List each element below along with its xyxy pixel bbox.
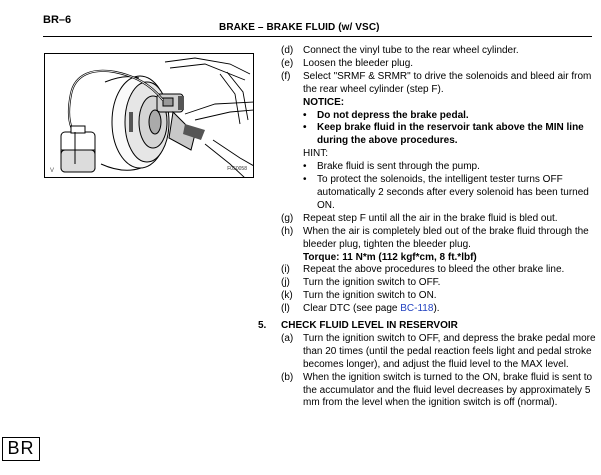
- notice-heading: NOTICE:: [303, 96, 345, 108]
- step-l: (l) Clear DTC (see page BC-118).: [281, 303, 440, 315]
- section-number: 5.: [258, 320, 267, 332]
- step-f: [262, 71, 597, 97]
- step-i: [262, 264, 597, 277]
- step-text: When the ignition switch is turned to the ON, brake fluid is sent to the accumulator and the fluid level decreases by approximately 5 mm from the level when the ignition switch is off (normal).: [303, 371, 593, 409]
- illustration-drawing: [45, 54, 254, 178]
- step-text: Select "SRMF & SRMR" to drive the solenoids and bleed air from the rear wheel cylinder (step F).: [303, 70, 592, 95]
- procedure-text: [258, 45, 597, 410]
- step-d: [262, 45, 597, 58]
- step-label: (a): [281, 332, 294, 344]
- figure-code: F050058: [227, 166, 247, 172]
- notice-item: • Keep brake fluid in the reservoir tank above the MIN line during the above procedures.: [303, 122, 584, 147]
- step-5b: [262, 372, 597, 411]
- step-label: (i): [281, 264, 290, 276]
- step-label: (l): [281, 303, 290, 315]
- step-text: Turn the ignition switch to OFF.: [303, 277, 441, 289]
- page-link-bc-118[interactable]: BC-118: [400, 303, 434, 315]
- step-text: Loosen the bleeder plug.: [303, 57, 414, 69]
- step-text: Turn the ignition switch to ON.: [303, 290, 437, 302]
- step-5a: [262, 333, 597, 372]
- header-divider: [43, 36, 592, 37]
- step-label: (j): [281, 277, 290, 289]
- step-label: (g): [281, 212, 294, 224]
- hint-heading: HINT:: [303, 148, 328, 160]
- page-number: BR–6: [43, 14, 72, 26]
- step-label: (h): [281, 225, 294, 237]
- step-label: (f): [281, 70, 291, 82]
- page-title: BRAKE – BRAKE FLUID (w/ VSC): [219, 22, 380, 33]
- section-tab-br: BR: [2, 437, 40, 461]
- step-text: Turn the ignition switch to OFF, and depress the brake pedal more than 20 times (until the pedal reaction feels light and pedal stroke becomes longer), and adjust the fluid level to the MAX level.: [303, 332, 596, 370]
- step-label: (b): [281, 371, 294, 383]
- section-5-heading: 5. CHECK FLUID LEVEL IN RESERVOIR: [258, 320, 458, 332]
- step-label: (d): [281, 45, 294, 56]
- step-text: Connect the vinyl tube to the rear wheel cylinder.: [303, 45, 519, 56]
- step-text: When the air is completely bled out of the brake fluid through the bleeder plug, tighten the bleeder plug.: [303, 225, 589, 250]
- step-h: [262, 226, 597, 252]
- step-k: [262, 290, 597, 303]
- step-text: Repeat step F until all the air in the brake fluid is bled out.: [303, 212, 558, 224]
- step-j: [262, 277, 597, 290]
- hint-item: • Brake fluid is sent through the pump.: [303, 161, 480, 173]
- notice-item: • Do not depress the brake pedal.: [303, 109, 469, 121]
- step-e: [262, 58, 597, 71]
- figure-mark: V: [50, 168, 55, 174]
- hint-item: • To protect the solenoids, the intelligent tester turns OFF automatically 2 seconds after every solenoid has been turned ON.: [303, 174, 589, 211]
- step-g: [262, 213, 597, 226]
- step-label: (e): [281, 57, 294, 69]
- torque-spec: Torque: 11 N*m (112 kgf*cm, 8 ft.*lbf): [303, 251, 477, 263]
- step-label: (k): [281, 290, 293, 302]
- step-text: Repeat the above procedures to bleed the other brake line.: [303, 264, 565, 276]
- bleeding-illustration: [44, 53, 254, 178]
